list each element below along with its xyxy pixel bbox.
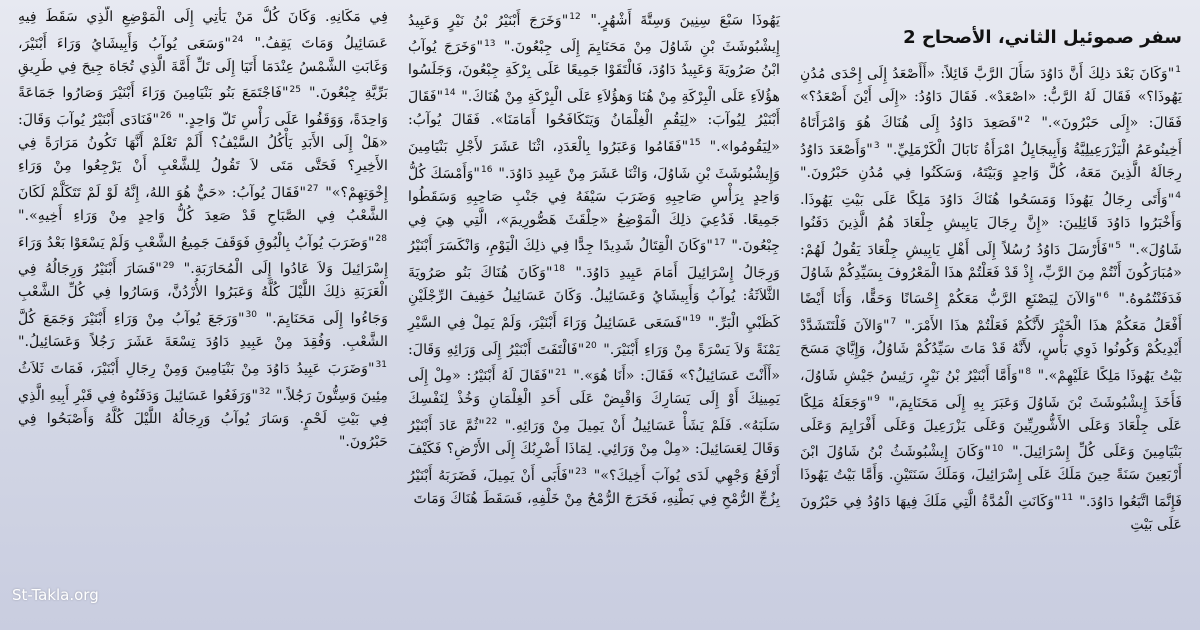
verse-number: 17 — [713, 237, 726, 248]
chapter-title: سفر صموئيل الثاني، الأصحاح 2 — [903, 27, 1182, 48]
column-middle — [398, 6, 790, 620]
verse-number: 4 — [1175, 191, 1181, 202]
verse-number: 6 — [1103, 290, 1109, 301]
verse-text: "فَالْتَفَتَ أَبْنَيْرُ إِلَى وَرَائِهِ وَقَالَ: «أَأَنْتَ عَسَائِيلُ؟» فَقَالَ: «أَنَا هُوَ»." — [408, 341, 780, 385]
verse-text: فِي مَكَانِهِ. وَكَانَ كُلُّ مَنْ يَأْتِي إِلَى الْمَوْضِعِ الَّذِي سَقَطَ فِيهِ عَسَائِيلُ وَمَاتَ يَقِفُ." — [18, 9, 388, 52]
verse-text: "وَجَعَلَهُ مَلِكًا عَلَى جِلْعَادَ وَعَلَى الأَشُّورِيِّينَ وَعَلَى يَزْرَعِيلَ وَعَلَى أَفْرَايِمَ وَعَلَى بَنْيَامِينَ وَعَلَى كُلِّ إِسْرَائِيلَ." — [800, 394, 1183, 461]
verse-number: 14 — [444, 88, 456, 99]
verses-left — [18, 6, 388, 454]
watermark: St-Takla.org — [12, 586, 99, 604]
verse-text: "وَأَصْعَدَ دَاوُدُ رِجَالَهُ الَّذِينَ مَعَهُ، كُلَّ وَاحِدٍ وَبَيْتَهُ، وَسَكَنُوا فِي مُدُنِ حَبْرُونَ." — [800, 142, 1182, 182]
verse-number: 18 — [553, 264, 565, 275]
verse-text: "وَكَانَ إِيشْبُوشَثُ بْنُ شَاوُلَ ابْنَ أَرْبَعِينَ سَنَةً حِينَ مَلَكَ عَلَى إِسْرَائِيلَ، وَمَلَكَ سَنَتَيْنِ. وَأَمَّا بَيْتُ يَهُوذَا فَإِنَّمَا اتَّبَعُوا دَاوُدَ." — [800, 444, 1182, 511]
verse-text: "وَخَرَجَ أَبْنَيْرُ بْنُ نَيْرٍ وَعَبِيدُ إِيشْبُوشَثَ بْنِ شَاوُلَ مِنْ مَحَنَايِمَ إِلَى جِبْعُونَ." — [408, 12, 780, 56]
verse-text: "فَسَارَ أَبْنَيْرُ وَرِجَالُهُ فِي الْعَرَبَةِ ذلِكَ اللَّيْلَ كُلَّهُ وَعَبَرُوا الأُرْدُنَّ، وَسَارُوا فِي كُلِّ الشَّعْبِ وَجَاءُوا إِلَى مَحَنَايِمَ." — [18, 261, 388, 328]
verse-number: 27 — [307, 184, 319, 195]
verse-number: 19 — [689, 314, 701, 325]
verse-number: 10 — [991, 443, 1004, 454]
verse-number: 25 — [289, 84, 301, 95]
verse-text: "وَكَانَ بَعْدَ ذلِكَ أَنَّ دَاوُدَ سَأَلَ الرَّبَّ قَائِلاً: «أَأَصْعَدُ إِلَى إِحْدَى مُدُنِ يَهُوذَا؟» فَقَالَ لَهُ الرَّبُّ: «اصْعَدْ». فَقَالَ دَاوُدُ: «إِلَى أَيْنَ أَصْعَدُ؟» فَقَالَ: «إِلَى حَبْرُونَ»." — [800, 65, 1182, 132]
verse-text: "وَسَعَى يُوآبُ وَأَبِيشَايُ وَرَاءَ أَبْنَيْرَ، وَغَابَتِ الشَّمْسُ عِنْدَمَا أَتَيَا إِلَى تَلِّ أَمَّةَ الَّذِي تُجَاهَ جِيحَ فِي طَرِيقِ بَرِّيَّةِ جِبْعُونَ." — [18, 35, 388, 102]
verse-number: 12 — [569, 12, 581, 22]
verse-text: يَهُوذَا سَبْعَ سِنِينَ وَسِتَّةَ أَشْهُرٍ." — [590, 12, 780, 29]
verse-text: "وَأَمَّا أَبْنَيْرُ بْنُ نَيْرٍ، رَئِيسُ جَيْشِ شَاوُلَ، فَأَخَذَ إِيشْبُوشَثَ بْنَ شَاوُلَ وَعَبَرَ بِهِ إِلَى مَحَنَايِمَ،" — [800, 367, 1182, 411]
verse-text: "فَأَرْسَلَ دَاوُدُ رُسُلاً إِلَى أَهْلِ يَابِيشِ جِلْعَادَ يَقُولُ لَهُمْ: «مُبَارَكُونَ أَنْتُمْ مِنَ الرَّبِّ، إِذْ قَدْ فَعَلْتُمْ هذَا الْمَعْرُوفَ بِسَيِّدِكُمْ شَاوُلَ فَدَفَنْتُمُوهُ." — [800, 241, 1182, 308]
column-left — [10, 6, 398, 620]
verse-number: 7 — [890, 317, 897, 328]
verse-number: 30 — [245, 310, 257, 321]
verse-number: 26 — [160, 111, 172, 122]
verse-text: "فَقَامُوا وَعَبَرُوا بِالْعَدَدِ، اثْنَا عَشَرَ لأَجْلِ بَنْيَامِينَ وَإِيشْبُوشَثَ بْنِ شَاوُلَ، وَاثْنَا عَشَرَ مِنْ عَبِيدِ دَاوُدَ." — [408, 138, 781, 182]
verse-number: 20 — [585, 340, 597, 351]
verse-number: 5 — [1115, 240, 1122, 251]
verse-number: 23 — [575, 467, 587, 478]
verse-text: "فَأَبَى أَنْ يَمِيلَ، فَضَرَبَهُ أَبْنَيْرُ بِزُجِّ الرُّمْحِ فِي بَطْنِهِ، فَخَرَجَ الرُّمْحُ مِنْ خَلْفِهِ، فَسَقَطَ هُنَاكَ وَمَاتَ — [408, 467, 780, 507]
verse-text: "وَرَجَعَ يُوآبُ مِنْ وَرَاءِ أَبْنَيْرَ وَجَمَعَ كُلَّ الشَّعْبِ. وَفُقِدَ مِنْ عَبِيدِ دَاوُدَ تِسْعَةَ عَشَرَ رَجُلاً وَعَسَائِيلُ." — [18, 311, 388, 351]
verse-text: "فَسَعَى عَسَائِيلُ وَرَاءَ أَبْنَيْرَ، وَلَمْ يَمِلْ فِي السَّيْرِ يَمْنَةً وَلاَ يَسْرَةً مِنْ وَرَاءِ أَبْنَيْرَ." — [408, 314, 780, 358]
verse-number: 8 — [1025, 367, 1032, 378]
verse-text: "فَنَادَى أَبْنَيْرُ يُوآبَ وَقَالَ: «هَلْ إِلَى الأَبَدِ يَأْكُلُ السَّيْفُ؟ أَلَمْ تَعْلَمْ أَنَّهَا تَكُونُ مَرَارَةً فِي الأَخِيرِ؟ فَحَتَّى مَتَى لاَ تَقُولُ لِلشَّعْبِ أَنْ يَرْجِعُوا مِنْ وَرَاءِ إِخْوَتِهِمْ؟»" — [18, 112, 388, 201]
verse-number: 24 — [231, 35, 244, 45]
verse-number: 13 — [484, 38, 496, 49]
verse-number: 11 — [1061, 493, 1074, 504]
verse-text: "ثُمَّ عَادَ أَبْنَيْرُ وَقَالَ لِعَسَائِيلَ: «مِلْ مِنْ وَرَائِي. لِمَاذَا أَضْرِبُكَ إِلَى الأَرْضِ؟ فَكَيْفَ أَرْفَعُ وَجْهِي لَدَى يُوآبَ أَخِيكَ؟»" — [408, 418, 781, 484]
verse-number: 3 — [873, 141, 880, 152]
verses-middle — [408, 6, 780, 511]
verse-number: 1 — [1175, 65, 1181, 75]
verse-text: "فَقَالَ يُوآبُ: «حَيٌّ هُوَ اللهُ، إِنَّهُ لَوْ لَمْ تَتَكَلَّمْ لَكَانَ الشَّعْبُ فِي الصَّبَاحِ قَدْ صَعِدَ كُلُّ وَاحِدٍ مِنْ وَرَاءِ أَخِيهِ»." — [18, 184, 388, 224]
verse-text: "فَاجْتَمَعَ بَنُو بَنْيَامِينَ وَرَاءَ أَبْنَيْرَ وَصَارُوا جَمَاعَةً وَاحِدَةً، وَوَقَفُوا عَلَى رَأْسِ تَلّ وَاحِدٍ." — [18, 85, 389, 129]
verses-right — [800, 59, 1182, 537]
verse-text: "وَأَمْسَكَ كُلُّ وَاحِدٍ بِرَأْسِ صَاحِبِهِ وَضَرَبَ سَيْفَهُ فِي جَنْبِ صَاحِبِهِ وَسَقَطُوا جَمِيعًا. فَدُعِيَ ذلِكَ الْمَوْضِعُ «حِلْقَثَ هَصُّورِيمَ»، الَّتِي هِيَ فِي جِبْعُونَ." — [408, 165, 780, 255]
verse-text: "وَأَتَى رِجَالُ يَهُوذَا وَمَسَحُوا هُنَاكَ دَاوُدَ مَلِكًا عَلَى بَيْتِ يَهُوذَا. وَأَخْبَرُوا دَاوُدَ قَائِلِينَ: «إِنَّ رِجَالَ يَابِيشِ جِلْعَادَ هُمُ الَّذِينَ دَفَنُوا شَاوُلَ»." — [800, 191, 1182, 258]
verse-text: "وَرَفَعُوا عَسَائِيلَ وَدَفَنُوهُ فِي قَبْرِ أَبِيهِ الَّذِي فِي بَيْتِ لَحْمٍ. وَسَارَ يُوآبُ وَرِجَالُهُ اللَّيْلَ كُلَّهُ وَأَصْبَحُوا فِي حَبْرُونَ." — [18, 387, 388, 450]
verse-number: 2 — [1024, 114, 1031, 125]
verse-text: "فَقَالَ أَبْنَيْرُ لِيُوآبَ: «لِيَقُمِ الْغِلْمَانُ وَيَتَكَافَحُوا أَمَامَنَا». فَقَالَ يُوآبُ: «لِيَقُومُوا»." — [408, 89, 780, 155]
verse-text: "وَالآنَ لِيَصْنَعِ الرَّبُّ مَعَكُمْ إِحْسَانًا وَحَقًّا، وَأَنَا أَيْضًا أَفْعَلُ مَعَكُمْ هذَا الْخَيْرَ لأَنَّكُمْ فَعَلْتُمْ هذَا الأَمْرَ." — [800, 291, 1182, 335]
verse-number: 29 — [162, 260, 175, 271]
verse-text: "وَكَانَتِ الْمُدَّةُ الَّتِي مَلَكَ فِيهَا دَاوُدُ فِي حَبْرُونَ عَلَى بَيْتِ — [800, 494, 1182, 534]
verse-number: 31 — [375, 360, 387, 371]
verse-text: "وَضَرَبَ يُوآبُ بِالْبُوقِ فَوَقَفَ جَمِيعُ الشَّعْبِ وَلَمْ يَسْعَوْا بَعْدُ وَرَاءَ إِسْرَائِيلَ وَلاَ عَادُوا إِلَى الْمُحَارَبَةِ." — [18, 234, 389, 278]
verse — [590, 13, 780, 29]
verse-number: 32 — [259, 386, 271, 397]
verse-text: "وَكَانَ هُنَاكَ بَنُو صَرُويَةَ الثَّلاَثَةُ: يُوآبُ وَأَبِيشَايُ وَعَسَائِيلُ. وَكَانَ عَسَائِيلُ خَفِيفَ الرِّجْلَيْنِ كَظَبْيِ الْبَرِّ." — [408, 265, 780, 331]
verse-number: 16 — [480, 164, 493, 175]
verse-number: 9 — [874, 393, 880, 404]
verse-text: "وَالآنَ فَلْتَتَشَدَّدْ أَيْدِيكُمْ وَكُونُوا ذَوِي بَأْسٍ، لأَنَّهُ قَدْ مَاتَ سَيِّدُكُمْ شَاوُلُ، وَإِيَّايَ مَسَحَ بَيْتُ يَهُوذَا مَلِكًا عَلَيْهِمْ»." — [800, 318, 1182, 384]
verse-number: 28 — [375, 233, 387, 244]
verse-text: "وَضَرَبَ عَبِيدُ دَاوُدَ مِنْ بَنْيَامِينَ وَمِنْ رِجَالِ أَبْنَيْرَ، فَمَاتَ ثَلاَثُ مِئِينَ وَسِتُّونَ رَجُلاً." — [18, 360, 388, 404]
verse-number: 15 — [689, 138, 701, 149]
verse-number: 21 — [555, 367, 567, 378]
verse-text: "فَقَالَ لَهُ أَبْنَيْرُ: «مِلْ إِلَى يَمِينِكَ أَوْ إِلَى يَسَارِكَ وَاقْبِضْ عَلَى أَحَدِ الْغِلْمَانِ وَخُذْ لِنَفْسِكَ سَلَبَهُ». فَلَمْ يَشَأْ عَسَائِيلُ أَنْ يَمِيلَ مِنْ وَرَائِهِ." — [408, 368, 780, 435]
column-right — [790, 6, 1190, 620]
verse-text: "وَخَرَجَ يُوآبُ ابْنُ صَرُويَةَ وَعَبِيدُ دَاوُدَ، فَالْتَقَوْا جَمِيعًا عَلَى بِرْكَةِ جِبْعُونَ، وَجَلَسُوا هؤُلاَءِ عَلَى الْبِرْكَةِ مِنْ هُنَا وَهؤُلاَءِ عَلَى الْبِرْكَةِ مِنْ هُنَاكَ." — [408, 39, 781, 106]
verse-text: "فَصَعِدَ دَاوُدُ إِلَى هُنَاكَ هُوَ وَامْرَأَتَاهُ أَخِينُوعَمُ الْيَزْرَعِيلِيَّةُ وَأَبِيجَايِلُ امْرَأَةُ نَابَالَ الْكَرْمَلِيِّ." — [800, 115, 1182, 159]
verse-text: "وَكَانَ الْقِتَالُ شَدِيدًا جِدًّا فِي ذلِكَ الْيَوْمِ، وَانْكَسَرَ أَبْنَيْرُ وَرِجَالُ إِسْرَائِيلَ أَمَامَ عَبِيدِ دَاوُدَ." — [408, 238, 780, 282]
verse-number: 22 — [485, 417, 498, 428]
